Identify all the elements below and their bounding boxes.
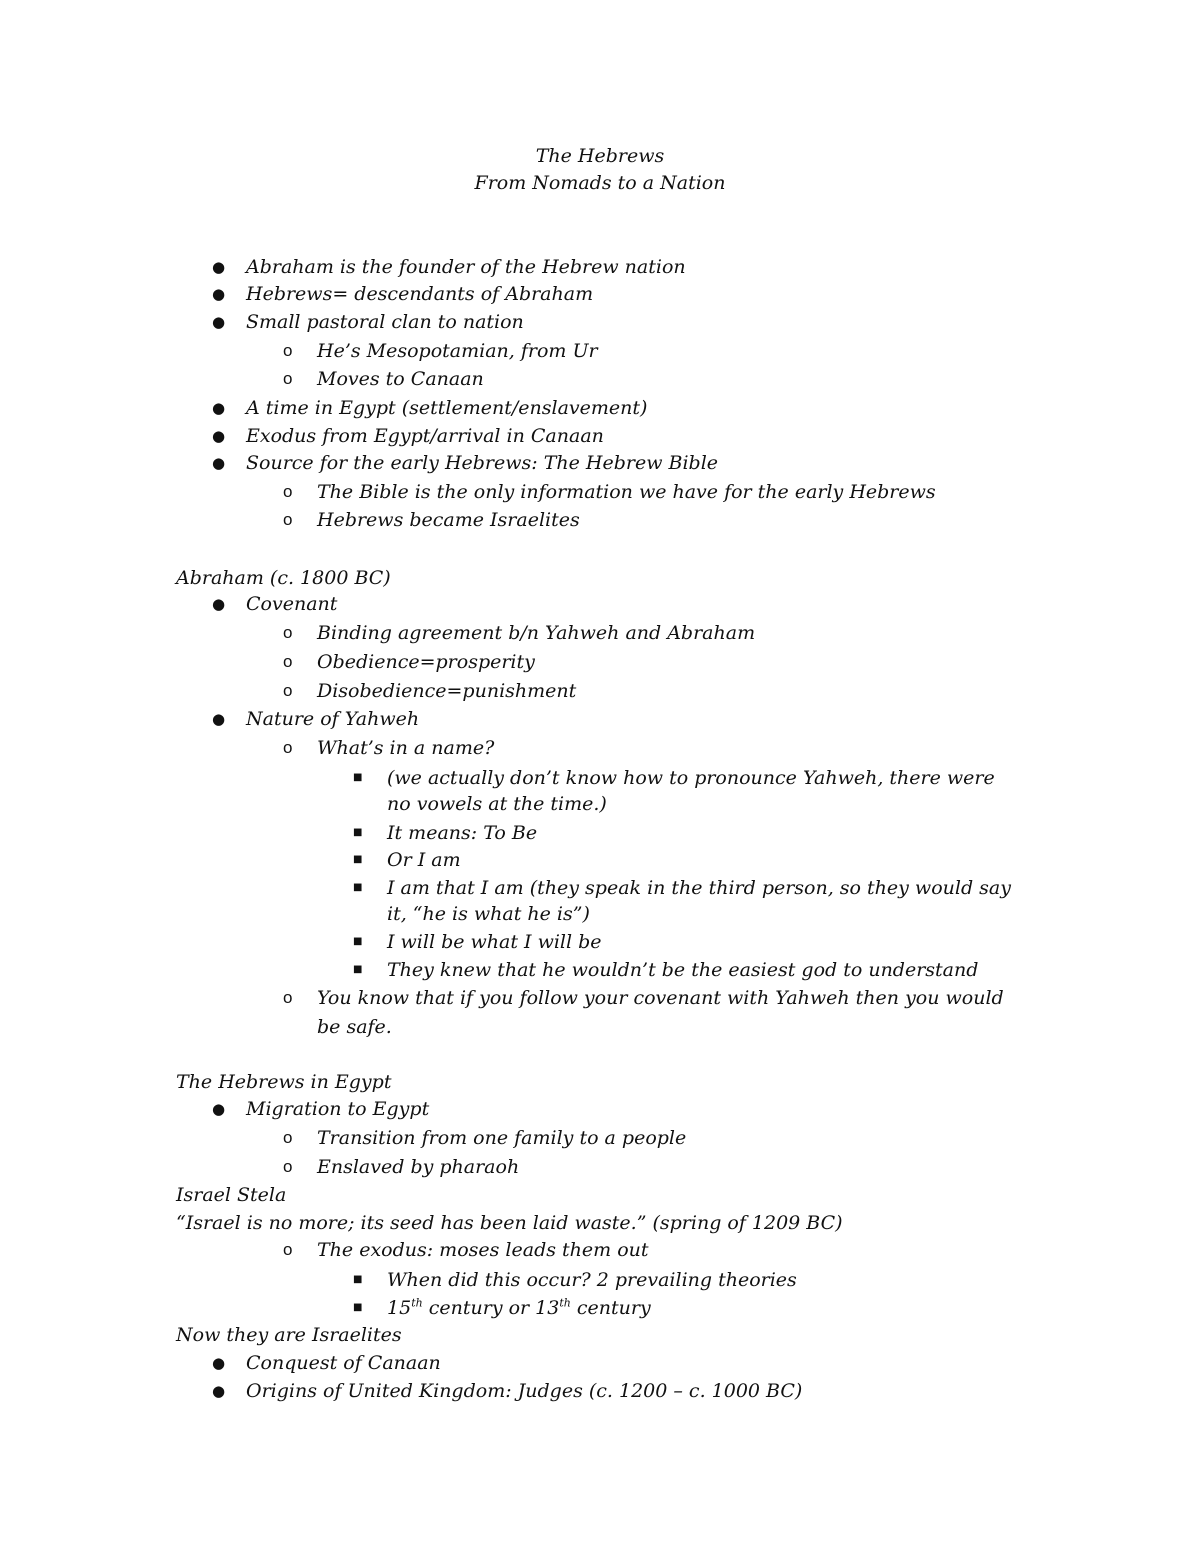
bullet-disc: ● xyxy=(212,313,226,331)
list-item: Or I am xyxy=(387,849,461,871)
list-item-century xyxy=(387,1296,651,1320)
list-item: Enslaved by pharaoh xyxy=(317,1156,520,1178)
bullet-circle: o xyxy=(283,1240,293,1259)
bullet-circle: o xyxy=(283,988,293,1007)
bullet-disc: ● xyxy=(212,1100,226,1118)
list-item: What’s in a name? xyxy=(317,737,495,759)
section-heading-stela: Israel Stela xyxy=(176,1184,287,1206)
list-item: Conquest of Canaan xyxy=(246,1352,441,1374)
list-item-continuation: no vowels at the time.) xyxy=(387,793,607,815)
list-item: Hebrews= descendants of Abraham xyxy=(246,283,594,305)
bullet-square: ■ xyxy=(353,772,363,783)
list-item: Disobedience=punishment xyxy=(317,680,577,702)
section-heading-egypt: The Hebrews in Egypt xyxy=(176,1071,392,1093)
bullet-circle: o xyxy=(283,341,293,360)
bullet-circle: o xyxy=(283,681,293,700)
bullet-circle: o xyxy=(283,482,293,501)
century-end-text: century xyxy=(570,1297,651,1319)
bullet-circle: o xyxy=(283,510,293,529)
stela-quote: “Israel is no more; its seed has been laid waste.” (spring of 1209 BC) xyxy=(176,1212,843,1234)
bullet-disc: ● xyxy=(212,1354,226,1372)
bullet-disc: ● xyxy=(212,258,226,276)
list-item: (we actually don’t know how to pronounce Yahweh, there were xyxy=(387,767,995,789)
list-item: Binding agreement b/n Yahweh and Abraham xyxy=(317,622,756,644)
list-item: Small pastoral clan to nation xyxy=(246,311,524,333)
century-number-1: 15 xyxy=(387,1297,412,1319)
list-item: Migration to Egypt xyxy=(246,1098,430,1120)
list-item: Obedience=prosperity xyxy=(317,651,535,673)
list-item: They knew that he wouldn’t be the easiest god to understand xyxy=(387,959,979,981)
bullet-square: ■ xyxy=(353,882,363,893)
list-item: Hebrews became Israelites xyxy=(317,509,580,531)
list-item: Exodus from Egypt/arrival in Canaan xyxy=(246,425,604,447)
bullet-disc: ● xyxy=(212,399,226,417)
list-item: You know that if you follow your covenant with Yahweh then you would xyxy=(317,987,1004,1009)
list-item: Covenant xyxy=(246,593,338,615)
list-item: I will be what I will be xyxy=(387,931,602,953)
list-item: The exodus: moses leads them out xyxy=(317,1239,649,1261)
list-item: Abraham is the founder of the Hebrew nation xyxy=(246,256,686,278)
list-item-continuation: it, “he is what he is”) xyxy=(387,903,590,925)
list-item: Transition from one family to a people xyxy=(317,1127,687,1149)
list-item: He’s Mesopotamian, from Ur xyxy=(317,340,598,362)
bullet-square: ■ xyxy=(353,936,363,947)
list-item: Origins of United Kingdom: Judges (c. 1200 – c. 1000 BC) xyxy=(246,1380,803,1402)
bullet-square: ■ xyxy=(353,827,363,838)
bullet-circle: o xyxy=(283,652,293,671)
bullet-disc: ● xyxy=(212,427,226,445)
bullet-circle: o xyxy=(283,1157,293,1176)
bullet-circle: o xyxy=(283,1128,293,1147)
list-item: Nature of Yahweh xyxy=(246,708,420,730)
bullet-disc: ● xyxy=(212,285,226,303)
page-title: The Hebrews xyxy=(535,145,665,167)
bullet-disc: ● xyxy=(212,1382,226,1400)
page-subtitle: From Nomads to a Nation xyxy=(474,172,726,194)
list-item: A time in Egypt (settlement/enslavement) xyxy=(246,397,648,419)
bullet-square: ■ xyxy=(353,854,363,865)
bullet-circle: o xyxy=(283,369,293,388)
century-number-2: 13 xyxy=(535,1297,560,1319)
bullet-circle: o xyxy=(283,623,293,642)
list-item-continuation: be safe. xyxy=(317,1016,392,1038)
century-mid-text: century or xyxy=(422,1297,536,1319)
bullet-disc: ● xyxy=(212,595,226,613)
list-item: I am that I am (they speak in the third person, so they would say xyxy=(387,877,1011,899)
list-item: Source for the early Hebrews: The Hebrew Bible xyxy=(246,452,719,474)
list-item: It means: To Be xyxy=(387,822,538,844)
section-heading-israelites: Now they are Israelites xyxy=(176,1324,402,1346)
bullet-circle: o xyxy=(283,738,293,757)
list-item: The Bible is the only information we have for the early Hebrews xyxy=(317,481,936,503)
bullet-disc: ● xyxy=(212,454,226,472)
bullet-square: ■ xyxy=(353,1274,363,1285)
century-suffix-1: th xyxy=(411,1296,423,1310)
list-item: When did this occur? 2 prevailing theories xyxy=(387,1269,797,1291)
bullet-square: ■ xyxy=(353,964,363,975)
century-suffix-2: th xyxy=(559,1296,571,1310)
bullet-disc: ● xyxy=(212,710,226,728)
bullet-square: ■ xyxy=(353,1302,363,1313)
section-heading-abraham: Abraham (c. 1800 BC) xyxy=(176,567,391,589)
list-item: Moves to Canaan xyxy=(317,368,484,390)
